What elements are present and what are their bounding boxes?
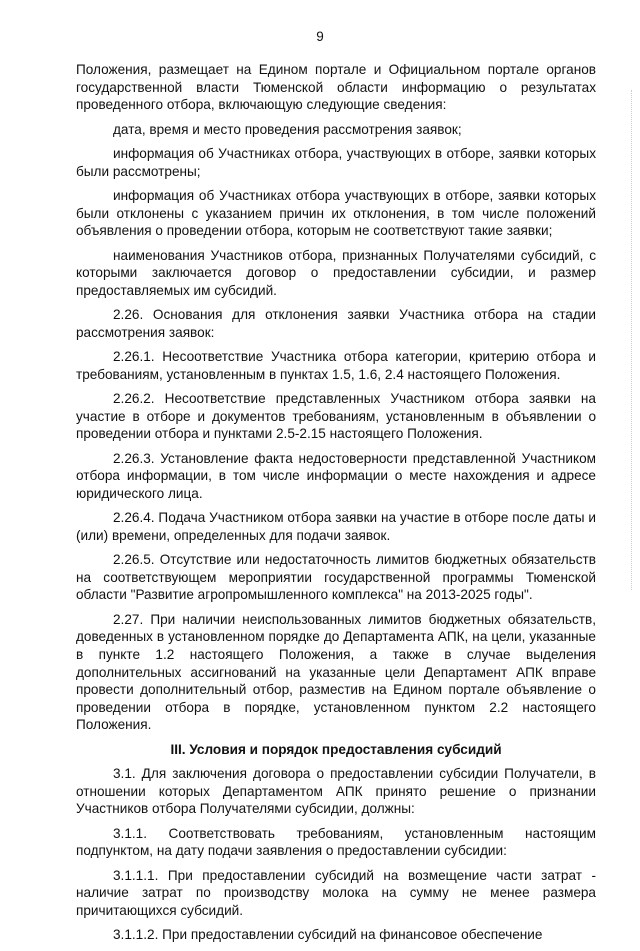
list-item-rejected-participants: информация об Участниках отбора участвующих в отборе, заявки которых были отклонены с указанием причин их отклонения, в том числе положений объявления о проведении отбора, которым не соответствуют такие заявки;: [76, 187, 596, 239]
clause-2-26-4: 2.26.4. Подача Участником отбора заявки на участие в отборе после даты и (или) времени, определенных для подачи заявок.: [76, 510, 596, 543]
clause-3-1-1-1: 3.1.1.1. При предоставлении субсидий на возмещение части затрат - наличие затрат по производству молока на сумму не менее размера причитающихся субсидий.: [76, 867, 596, 918]
paragraph-continuation: Положения, размещает на Едином портале и Официальном портале органов государственной власти Тюменской области информацию о результатах проведенного отбора, включающую следующие сведения:: [76, 62, 596, 113]
clause-2-26-2: 2.26.2. Несоответствие представленных Участником отбора заявки на участие в отборе и документов требованиям, установленным в объявлении о проведении отбора и пунктами 2.5-2.15 настоящего Положения.: [76, 391, 596, 442]
clause-3-1-1: 3.1.1. Соответствовать требованиям, установленным настоящим подпунктом, на дату подачи заявления о предоставлении субсидии:: [76, 825, 596, 859]
clause-3-1: 3.1. Для заключения договора о предоставлении субсидии Получатели, в отношении которых Департаментом АПК принято решение о признании Участников отбора Получателями субсидии, должны:: [76, 766, 596, 817]
section-heading-3: III. Условия и порядок предоставления субсидий: [170, 741, 502, 757]
list-item-reviewed-participants: информация об Участниках отбора, участвующих в отборе, заявки которых были рассмотрены;: [76, 145, 596, 179]
clause-2-26-5: 2.26.5. Отсутствие или недостаточность лимитов бюджетных обязательств на соответствующем мероприятии государственной программы Тюменской области "Развитие агропромышленного комплекса" на 2013-2025 годы".: [76, 552, 596, 603]
clause-3-1-1-2: 3.1.1.2. При предоставлении субсидий на финансовое обеспечение: [113, 927, 543, 943]
clause-2-26-3: 2.26.3. Установление факта недостоверности представленной Участником отбора информации, в том числе информации о месте нахождения и адресе юридического лица.: [76, 450, 596, 501]
document-body: [76, 61, 596, 951]
scan-margin-artifact: [629, 90, 632, 590]
list-item-date-time-place: дата, время и место проведения рассмотрения заявок;: [113, 121, 462, 137]
clause-2-26: 2.26. Основания для отклонения заявки Участника отбора на стадии рассмотрения заявок:: [76, 307, 596, 340]
list-item-subsidy-recipients: наименования Участников отбора, признанных Получателями субсидий, с которыми заключается договор о предоставлении субсидии, и размер предоставляемых им субсидий.: [76, 247, 596, 298]
page-number: 9: [316, 29, 324, 44]
clause-2-27: 2.27. При наличии неиспользованных лимитов бюджетных обязательств, доведенных в установленном порядке до Департамента АПК, на цели, указанные в пункте 1.2 настоящего Положения, а также в случае выделения дополнительных ассигнований на указанные цели Департамент АПК вправе провести дополнительный отбор, разместив на Едином портале объявление о проведении отбора в порядке, установленном пунктом 2.2 настоящего Положения.: [76, 611, 596, 733]
clause-2-26-1: 2.26.1. Несоответствие Участника отбора категории, критерию отбора и требованиям, установленным в пунктах 1.5, 1.6, 2.4 настоящего Положения.: [76, 349, 596, 382]
